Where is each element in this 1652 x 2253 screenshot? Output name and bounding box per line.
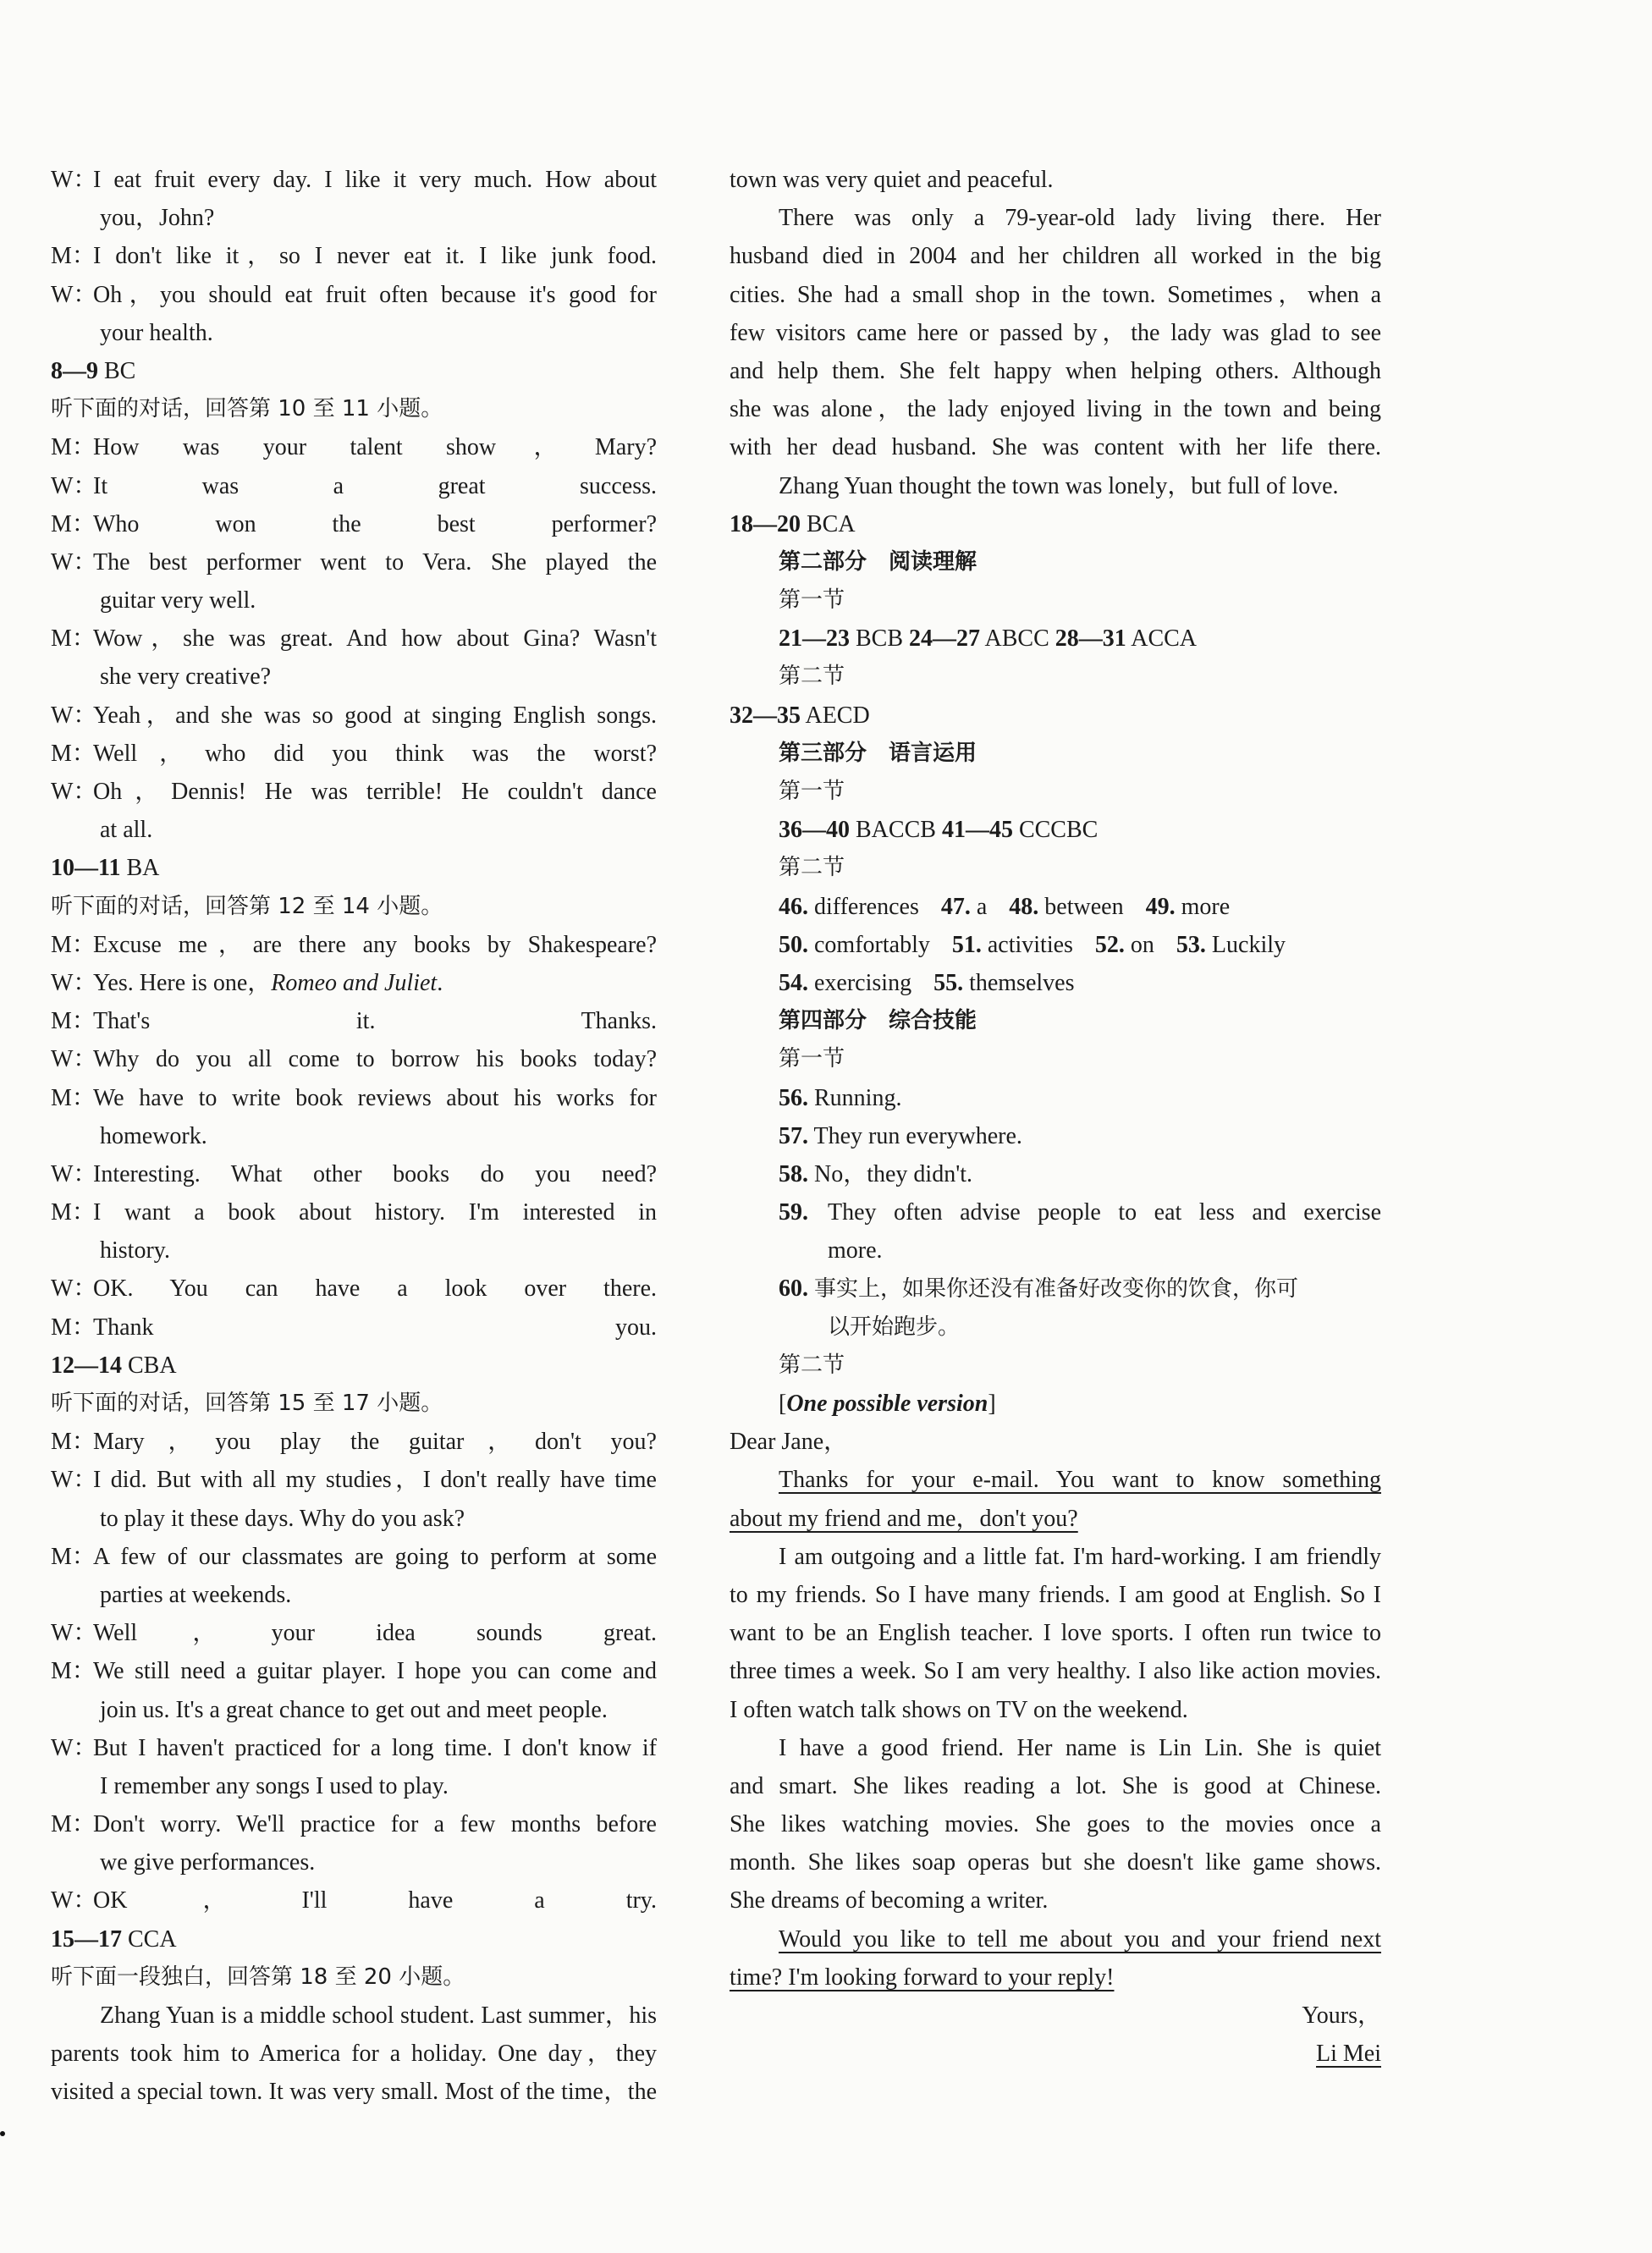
item-answer: activities bbox=[987, 931, 1073, 958]
paragraph-last-line bbox=[730, 1500, 1381, 1538]
utterance: I want a book about history. I'm interested in bbox=[93, 1199, 657, 1226]
paragraph-line bbox=[730, 352, 1381, 390]
utterance: OK，I'll have a try. bbox=[93, 1887, 657, 1914]
item-number: 55. bbox=[933, 969, 964, 996]
line-text: she was alone，the lady enjoyed living in the town and being bbox=[730, 396, 1381, 423]
answer-text: Running. bbox=[814, 1084, 902, 1111]
dialogue-line bbox=[51, 1155, 657, 1193]
speaker-label: W： bbox=[51, 702, 97, 729]
dialogue-line bbox=[51, 1423, 657, 1461]
speaker-label: M： bbox=[51, 1314, 96, 1341]
short-answer bbox=[730, 1193, 1381, 1231]
speaker-label: M： bbox=[51, 243, 96, 270]
answer-text: No，they didn't. bbox=[814, 1160, 973, 1187]
dialogue-line bbox=[51, 1461, 657, 1499]
paragraph-line bbox=[730, 237, 1381, 275]
speaker-label: M： bbox=[51, 931, 96, 958]
short-answer bbox=[730, 1079, 1381, 1117]
paragraph-line bbox=[730, 1843, 1381, 1881]
question-range: 8—9 bbox=[51, 357, 98, 384]
speaker-label: W： bbox=[51, 1734, 97, 1761]
utterance: Oh，you should eat fruit often because it's good for bbox=[93, 281, 657, 308]
paragraph-line bbox=[730, 1576, 1381, 1614]
short-answer bbox=[730, 1155, 1381, 1193]
line-text: She likes watching movies. She goes to the movies once a bbox=[730, 1811, 1381, 1838]
line-text bbox=[730, 1461, 1381, 1499]
question-range: 41—45 bbox=[941, 817, 1013, 844]
question-range: 12—14 bbox=[51, 1352, 122, 1379]
utterance-end: . bbox=[437, 969, 443, 996]
item-answer: on bbox=[1130, 931, 1154, 958]
listening-instruction: 听下面的对话，回答第 12 至 14 小题。 bbox=[51, 893, 443, 919]
line-text: I am outgoing and a little fat. I'm hard-working. I am friendly bbox=[779, 1543, 1381, 1570]
dialogue-line bbox=[51, 1308, 657, 1347]
item-answer: between bbox=[1044, 893, 1124, 920]
answer-key bbox=[51, 849, 657, 887]
question-number: 60. bbox=[779, 1275, 808, 1303]
question-range: 15—17 bbox=[51, 1925, 122, 1953]
item-number: 52. bbox=[1094, 931, 1125, 958]
utterance: I did. But with all my studies，I don't really have time bbox=[93, 1467, 657, 1494]
dialogue-line bbox=[51, 276, 657, 314]
underlined-text: Would you like to tell me about you and your friend next bbox=[779, 1925, 1381, 1953]
dialogue-line bbox=[51, 1193, 657, 1231]
question-range: 21—23 bbox=[779, 625, 850, 653]
dialogue-continuation: join us. It's a great chance to get out and meet people. bbox=[100, 1696, 608, 1723]
answer-key bbox=[51, 352, 657, 390]
short-answer-continuation: more. bbox=[828, 1237, 883, 1264]
listening-instruction: 听下面的对话，回答第 15 至 17 小题。 bbox=[51, 1391, 443, 1416]
question-number: 56. bbox=[779, 1084, 808, 1111]
signature-text: Li Mei bbox=[1316, 2041, 1381, 2068]
question-range: 24—27 bbox=[909, 625, 981, 653]
answer-letters: BC bbox=[104, 357, 136, 384]
dialogue-line bbox=[51, 161, 657, 199]
answer-key bbox=[51, 1347, 657, 1385]
speaker-label: W： bbox=[51, 548, 97, 576]
dialogue-line bbox=[51, 1538, 657, 1576]
item-number: 48. bbox=[1009, 893, 1039, 920]
utterance: Well，your idea sounds great. bbox=[93, 1620, 657, 1647]
paragraph-first-line bbox=[730, 1538, 1381, 1576]
answer-letters: BCA bbox=[807, 510, 856, 537]
answer-letters: BCB bbox=[856, 625, 904, 653]
dialogue-line bbox=[51, 1040, 657, 1078]
line-text: husband died in 2004 and her children all worked in the big bbox=[730, 243, 1381, 270]
question-number: 58. bbox=[779, 1160, 808, 1187]
paragraph-last-line bbox=[730, 1958, 1381, 1997]
speaker-label: W： bbox=[51, 472, 97, 499]
cloze-item bbox=[779, 926, 930, 964]
dialogue-line bbox=[51, 697, 657, 735]
item-answer: themselves bbox=[969, 969, 1075, 996]
cloze-item bbox=[1009, 888, 1123, 926]
answer-letters: AECD bbox=[805, 702, 870, 729]
utterance: That's it. Thanks. bbox=[93, 1008, 657, 1035]
utterance: OK. You can have a look over there. bbox=[93, 1275, 657, 1303]
dialogue-continuation: your health. bbox=[100, 319, 213, 346]
utterance: I eat fruit every day. I like it very much. How about bbox=[93, 167, 657, 193]
paragraph-line bbox=[730, 428, 1381, 466]
utterance: I don't like it，so I never eat it. I like junk food. bbox=[93, 243, 657, 270]
section-subheading: 第一节 bbox=[779, 587, 845, 614]
speaker-label: W： bbox=[51, 1275, 97, 1303]
utterance: Excuse me，are there any books by Shakespeare? bbox=[93, 931, 657, 958]
speaker-label: W： bbox=[51, 167, 97, 193]
dialogue-line bbox=[51, 543, 657, 581]
item-number: 49. bbox=[1145, 893, 1176, 920]
paragraph-last-line: She dreams of becoming a writer. bbox=[730, 1887, 1049, 1914]
utterance: It was a great success. bbox=[93, 472, 657, 499]
dialogue-line bbox=[51, 1805, 657, 1843]
line-text: visited a special town. It was very small. Most of the time，the bbox=[51, 2079, 657, 2106]
item-answer: differences bbox=[814, 893, 919, 920]
section-subheading: 第二节 bbox=[779, 1352, 845, 1378]
short-answer bbox=[730, 1117, 1381, 1155]
dialogue-continuation: to play it these days. Why do you ask? bbox=[100, 1505, 465, 1532]
section-subheading: 第二节 bbox=[779, 855, 845, 881]
dialogue-line bbox=[51, 1270, 657, 1308]
dialogue-line bbox=[51, 964, 657, 1002]
letter-signature bbox=[730, 2035, 1381, 2073]
paragraph-first-line bbox=[730, 199, 1381, 237]
dialogue-line bbox=[51, 620, 657, 658]
utterance: Why do you all come to borrow his books today? bbox=[93, 1046, 657, 1073]
cloze-item bbox=[1095, 926, 1154, 964]
speaker-label: W： bbox=[51, 1046, 97, 1073]
line-text: and smart. She likes reading a lot. She is good at Chinese. bbox=[730, 1772, 1381, 1799]
dialogue-line bbox=[51, 1652, 657, 1690]
utterance-text: Yes. Here is one， bbox=[93, 969, 272, 996]
paragraph-line bbox=[730, 276, 1381, 314]
answer-letters: BA bbox=[126, 855, 160, 882]
version-text: One possible version bbox=[786, 1391, 988, 1417]
question-range: 10—11 bbox=[51, 855, 121, 882]
cloze-item bbox=[779, 888, 919, 926]
question-number: 59. bbox=[779, 1199, 808, 1226]
book-title: Romeo and Juliet bbox=[271, 969, 438, 996]
line-text: There was only a 79-year-old lady living there. Her bbox=[779, 205, 1381, 232]
answer-key-row bbox=[730, 811, 1381, 849]
cloze-item bbox=[933, 964, 1074, 1002]
listening-instruction: 听下面一段独白，回答第 18 至 20 小题。 bbox=[51, 1964, 465, 1990]
line-text: I have a good friend. Her name is Lin Lin. She is quiet bbox=[779, 1734, 1381, 1761]
paragraph-line bbox=[730, 1805, 1381, 1843]
paragraph-first-line bbox=[730, 1729, 1381, 1767]
utterance bbox=[93, 964, 657, 1002]
answer-letters: BACCB bbox=[856, 817, 936, 844]
dialogue-continuation: at all. bbox=[100, 817, 153, 844]
line-text: cities. She had a small shop in the town. Sometimes，when a bbox=[730, 281, 1381, 308]
dialogue-line bbox=[51, 735, 657, 773]
answer-key bbox=[51, 1920, 657, 1958]
speaker-label: M： bbox=[51, 510, 96, 537]
paragraph-line bbox=[730, 390, 1381, 428]
underlined-text: time? I'm looking forward to your reply! bbox=[730, 1964, 1115, 1991]
utterance: Oh，Dennis! He was terrible! He couldn't dance bbox=[93, 779, 657, 805]
item-answer: more bbox=[1181, 893, 1231, 920]
paragraph-last-line: town was very quiet and peaceful. bbox=[730, 167, 1054, 193]
section-subheading: 第一节 bbox=[779, 1046, 845, 1072]
speaker-label: M： bbox=[51, 1199, 96, 1226]
utterance: Thank you. bbox=[93, 1314, 657, 1341]
dialogue-line bbox=[51, 926, 657, 964]
cloze-item bbox=[1146, 888, 1231, 926]
speaker-label: W： bbox=[51, 1887, 97, 1914]
speaker-label: W： bbox=[51, 1467, 97, 1494]
paragraph-last-line: Dear Jane， bbox=[730, 1429, 848, 1456]
dialogue-line bbox=[51, 1881, 657, 1920]
left-column bbox=[51, 161, 657, 2112]
line-text: and help them. She felt happy when helping others. Although bbox=[730, 357, 1381, 384]
answer-letters: CCA bbox=[128, 1925, 177, 1953]
cloze-answers-row bbox=[730, 926, 1381, 964]
answer-text: They often advise people to eat less and exercise bbox=[828, 1199, 1381, 1226]
cloze-item bbox=[941, 888, 987, 926]
right-column bbox=[730, 161, 1381, 2073]
dialogue-line bbox=[51, 1614, 657, 1652]
answer-text: They run everywhere. bbox=[813, 1122, 1022, 1149]
item-number: 47. bbox=[940, 893, 971, 920]
dialogue-continuation: history. bbox=[100, 1237, 170, 1264]
line-text bbox=[730, 1920, 1381, 1958]
question-range: 18—20 bbox=[730, 510, 801, 537]
answer-letters: ACCA bbox=[1131, 625, 1198, 653]
paragraph-line bbox=[730, 1614, 1381, 1652]
line-text: Zhang Yuan is a middle school student. Last summer，his bbox=[100, 2002, 657, 2029]
item-number: 53. bbox=[1176, 931, 1206, 958]
dialogue-line bbox=[51, 1079, 657, 1117]
part-heading: 第三部分 语言运用 bbox=[779, 740, 977, 766]
paragraph-last-line: I often watch talk shows on TV on the weekend. bbox=[730, 1696, 1188, 1723]
dialogue-line bbox=[51, 428, 657, 466]
section-subheading: 第一节 bbox=[779, 779, 845, 804]
utterance: Who won the best performer? bbox=[93, 510, 657, 537]
paragraph-line bbox=[730, 1652, 1381, 1690]
dialogue-line bbox=[51, 237, 657, 275]
item-number: 51. bbox=[951, 931, 982, 958]
speaker-label: M： bbox=[51, 625, 96, 653]
line-text: want to be an English teacher. I love sports. I often run twice to bbox=[730, 1620, 1381, 1647]
short-answer bbox=[730, 1270, 1381, 1308]
utterance: Well，who did you think was the worst? bbox=[93, 740, 657, 767]
speaker-label: W： bbox=[51, 1620, 97, 1647]
speaker-label: W： bbox=[51, 969, 97, 996]
paragraph-first-line bbox=[730, 1461, 1381, 1499]
dialogue-continuation: homework. bbox=[100, 1122, 207, 1149]
utterance: Mary，you play the guitar，don't you? bbox=[93, 1429, 657, 1456]
cloze-item bbox=[1176, 926, 1286, 964]
margin-mark bbox=[0, 2131, 5, 2136]
question-number: 57. bbox=[779, 1122, 808, 1149]
paragraph-first-line: Zhang Yuan thought the town was lonely，but full of love. bbox=[779, 472, 1339, 499]
speaker-label: W： bbox=[51, 779, 97, 805]
item-answer: Luckily bbox=[1211, 931, 1286, 958]
paragraph-first-line bbox=[730, 1920, 1381, 1958]
utterance: Don't worry. We'll practice for a few months before bbox=[93, 1811, 657, 1838]
speaker-label: M： bbox=[51, 1543, 96, 1570]
line-text: month. She likes soap operas but she doesn't like game shows. bbox=[730, 1849, 1381, 1876]
listening-instruction: 听下面的对话，回答第 10 至 11 小题。 bbox=[51, 396, 443, 422]
utterance: We still need a guitar player. I hope you can come and bbox=[93, 1658, 657, 1685]
line-text: few visitors came here or passed by，the lady was glad to see bbox=[730, 319, 1381, 346]
speaker-label: M： bbox=[51, 740, 96, 767]
speaker-label: M： bbox=[51, 1811, 96, 1838]
model-essay-label: [One possible version] bbox=[779, 1391, 996, 1417]
line-text: with her dead husband. She was content with her life there. bbox=[730, 434, 1381, 461]
question-range: 32—35 bbox=[730, 702, 801, 729]
utterance: Interesting. What other books do you need? bbox=[93, 1160, 657, 1187]
speaker-label: W： bbox=[51, 281, 97, 308]
answer-text: 事实上，如果你还没有准备好改变你的饮食，你可 bbox=[814, 1276, 1299, 1303]
line-text: parents took him to America for a holiday. One day，they bbox=[51, 2041, 657, 2068]
speaker-label: W： bbox=[51, 1160, 97, 1187]
dialogue-continuation: guitar very well. bbox=[100, 587, 256, 614]
paragraph-line bbox=[730, 1767, 1381, 1805]
answer-key bbox=[730, 505, 1381, 543]
utterance: Wow，she was great. And how about Gina? Wasn't bbox=[93, 625, 657, 653]
utterance: We have to write book reviews about his works for bbox=[93, 1084, 657, 1111]
question-range: 28—31 bbox=[1055, 625, 1126, 653]
dialogue-continuation: we give performances. bbox=[100, 1849, 316, 1876]
paragraph-line bbox=[730, 314, 1381, 352]
dialogue-continuation: she very creative? bbox=[100, 664, 272, 691]
question-range: 36—40 bbox=[779, 817, 850, 844]
section-subheading: 第二节 bbox=[779, 664, 845, 690]
underlined-text: Thanks for your e-mail. You want to know something bbox=[779, 1467, 1381, 1494]
item-number: 54. bbox=[779, 969, 808, 996]
utterance: How was your talent show，Mary? bbox=[93, 434, 657, 461]
item-number: 46. bbox=[779, 893, 808, 920]
speaker-label: M： bbox=[51, 1008, 96, 1035]
dialogue-line bbox=[51, 1002, 657, 1040]
answer-letters: CBA bbox=[128, 1352, 177, 1379]
cloze-answers-row bbox=[730, 964, 1381, 1002]
speaker-label: M： bbox=[51, 1429, 96, 1456]
utterance: Yeah，and she was so good at singing English songs. bbox=[93, 702, 657, 729]
dialogue-line bbox=[51, 505, 657, 543]
item-answer: exercising bbox=[814, 969, 912, 996]
dialogue-line bbox=[51, 467, 657, 505]
part-heading: 第二部分 阅读理解 bbox=[779, 548, 977, 575]
cloze-item bbox=[952, 926, 1073, 964]
speaker-label: M： bbox=[51, 1658, 96, 1685]
item-number: 50. bbox=[779, 931, 808, 958]
answer-letters: CCCBC bbox=[1018, 817, 1099, 844]
utterance: The best performer went to Vera. She played the bbox=[93, 548, 657, 576]
cloze-answers-row bbox=[730, 888, 1381, 926]
answer-letters: ABCC bbox=[984, 625, 1049, 653]
paragraph-first-line bbox=[51, 1997, 657, 2035]
cloze-item bbox=[779, 964, 911, 1002]
dialogue-line bbox=[51, 1729, 657, 1767]
line-text: three times a week. So I am very healthy. I also like action movies. bbox=[730, 1658, 1381, 1685]
speaker-label: M： bbox=[51, 1084, 96, 1111]
dialogue-continuation: you，John? bbox=[100, 205, 215, 232]
item-answer: a bbox=[976, 893, 988, 920]
underlined-text: about my friend and me，don't you? bbox=[730, 1505, 1078, 1532]
short-answer-continuation: 以开始跑步。 bbox=[828, 1314, 961, 1340]
dialogue-continuation: I remember any songs I used to play. bbox=[100, 1772, 449, 1799]
dialogue-continuation: parties at weekends. bbox=[100, 1581, 292, 1608]
dialogue-line bbox=[51, 773, 657, 811]
paragraph-line bbox=[51, 2035, 657, 2073]
line-text: to my friends. So I have many friends. I am good at English. So I bbox=[730, 1581, 1381, 1608]
speaker-label: M： bbox=[51, 434, 96, 461]
paragraph-line bbox=[51, 2073, 657, 2111]
answer-key bbox=[730, 697, 1381, 735]
part-heading: 第四部分 综合技能 bbox=[779, 1008, 977, 1034]
letter-closing: Yours， bbox=[1302, 2002, 1381, 2029]
item-answer: comfortably bbox=[814, 931, 930, 958]
answer-key-row bbox=[730, 620, 1381, 658]
utterance: But I haven't practiced for a long time. I don't know if bbox=[93, 1734, 657, 1761]
utterance: A few of our classmates are going to perform at some bbox=[93, 1543, 657, 1570]
